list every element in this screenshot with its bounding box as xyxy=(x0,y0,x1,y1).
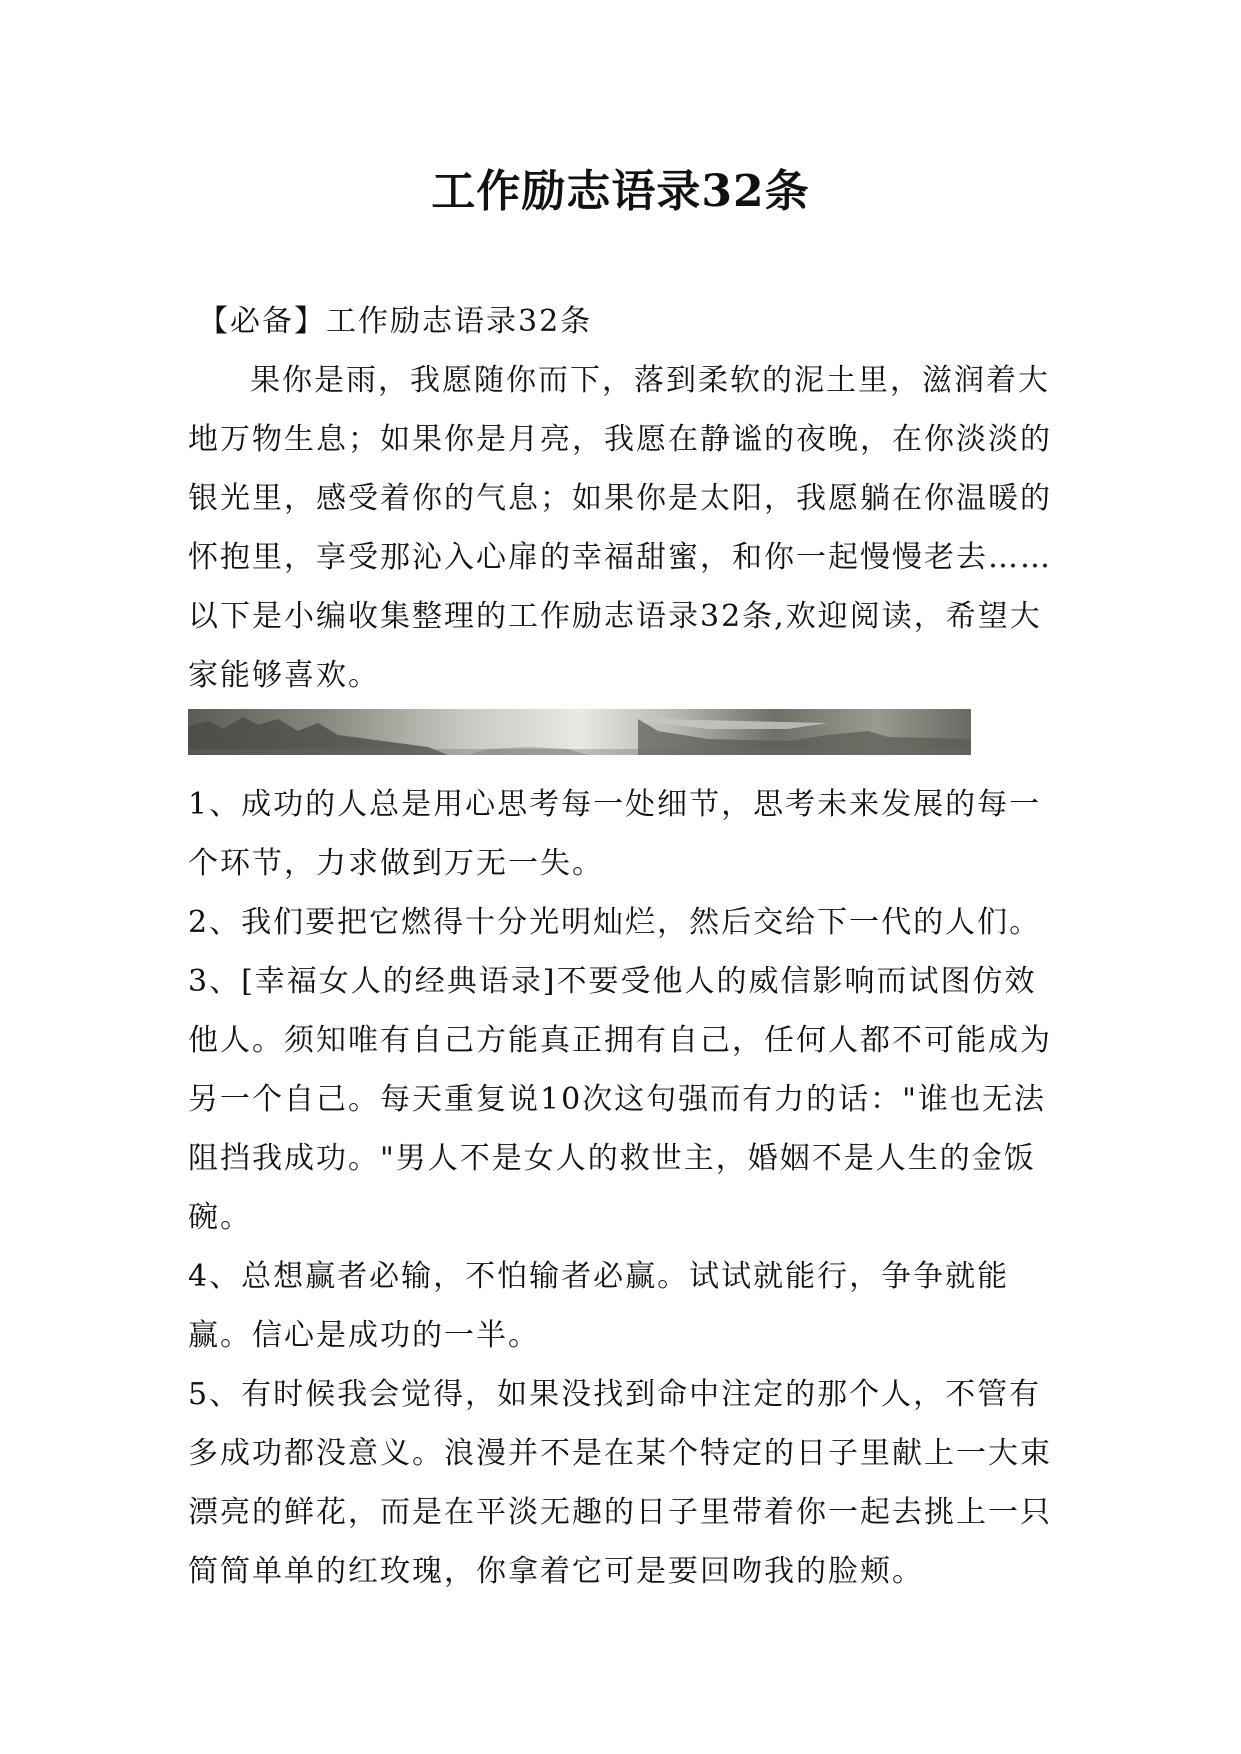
document-heading: 【必备】工作励志语录32条 xyxy=(198,304,593,339)
document-title: 工作励志语录32条 xyxy=(431,166,810,217)
quote-item-5: 5、有时候我会觉得，如果没找到命中注定的那个人，不管有多成功都没意义。浪漫并不是在某个特定的日子里献上一大束漂亮的鲜花，而是在平淡无趣的日子里带着你一起去挑上一只简简单单的红玫瑰，你拿着它可是要回吻我的脸颊。 xyxy=(188,1377,1052,1589)
banner-illustration xyxy=(188,709,971,755)
landscape-banner-image xyxy=(188,709,971,755)
quote-item-2: 2、我们要把它燃得十分光明灿烂，然后交给下一代的人们。 xyxy=(188,905,1042,940)
quote-item-4: 4、总想赢者必输，不怕输者必赢。试试就能行，争争就能赢。信心是成功的一半。 xyxy=(188,1259,1010,1353)
intro-paragraph: 果你是雨，我愿随你而下，落到柔软的泥土里，滋润着大地万物生息；如果你是月亮，我愿在静谧的夜晚，在你淡淡的银光里，感受着你的气息；如果你是太阳，我愿躺在你温暖的怀抱里，享受那沁入心扉的幸福甜蜜，和你一起慢慢老去……以下是小编收集整理的工作励志语录32条,欢迎阅读，希望大家能够喜欢。 xyxy=(188,363,1052,693)
quote-item-3: 3、[幸福女人的经典语录]不要受他人的威信影响而试图仿效他人。须知唯有自己方能真正拥有自己，任何人都不可能成为另一个自己。每天重复说10次这句强而有力的话："谁也无法阻挡我成功。"男人不是女人的救世主，婚姻不是人生的金饭碗。 xyxy=(188,964,1052,1235)
document-body xyxy=(188,292,1068,1601)
quote-item-1: 1、成功的人总是用心思考每一处细节，思考未来发展的每一个环节，力求做到万无一失。 xyxy=(188,787,1042,881)
